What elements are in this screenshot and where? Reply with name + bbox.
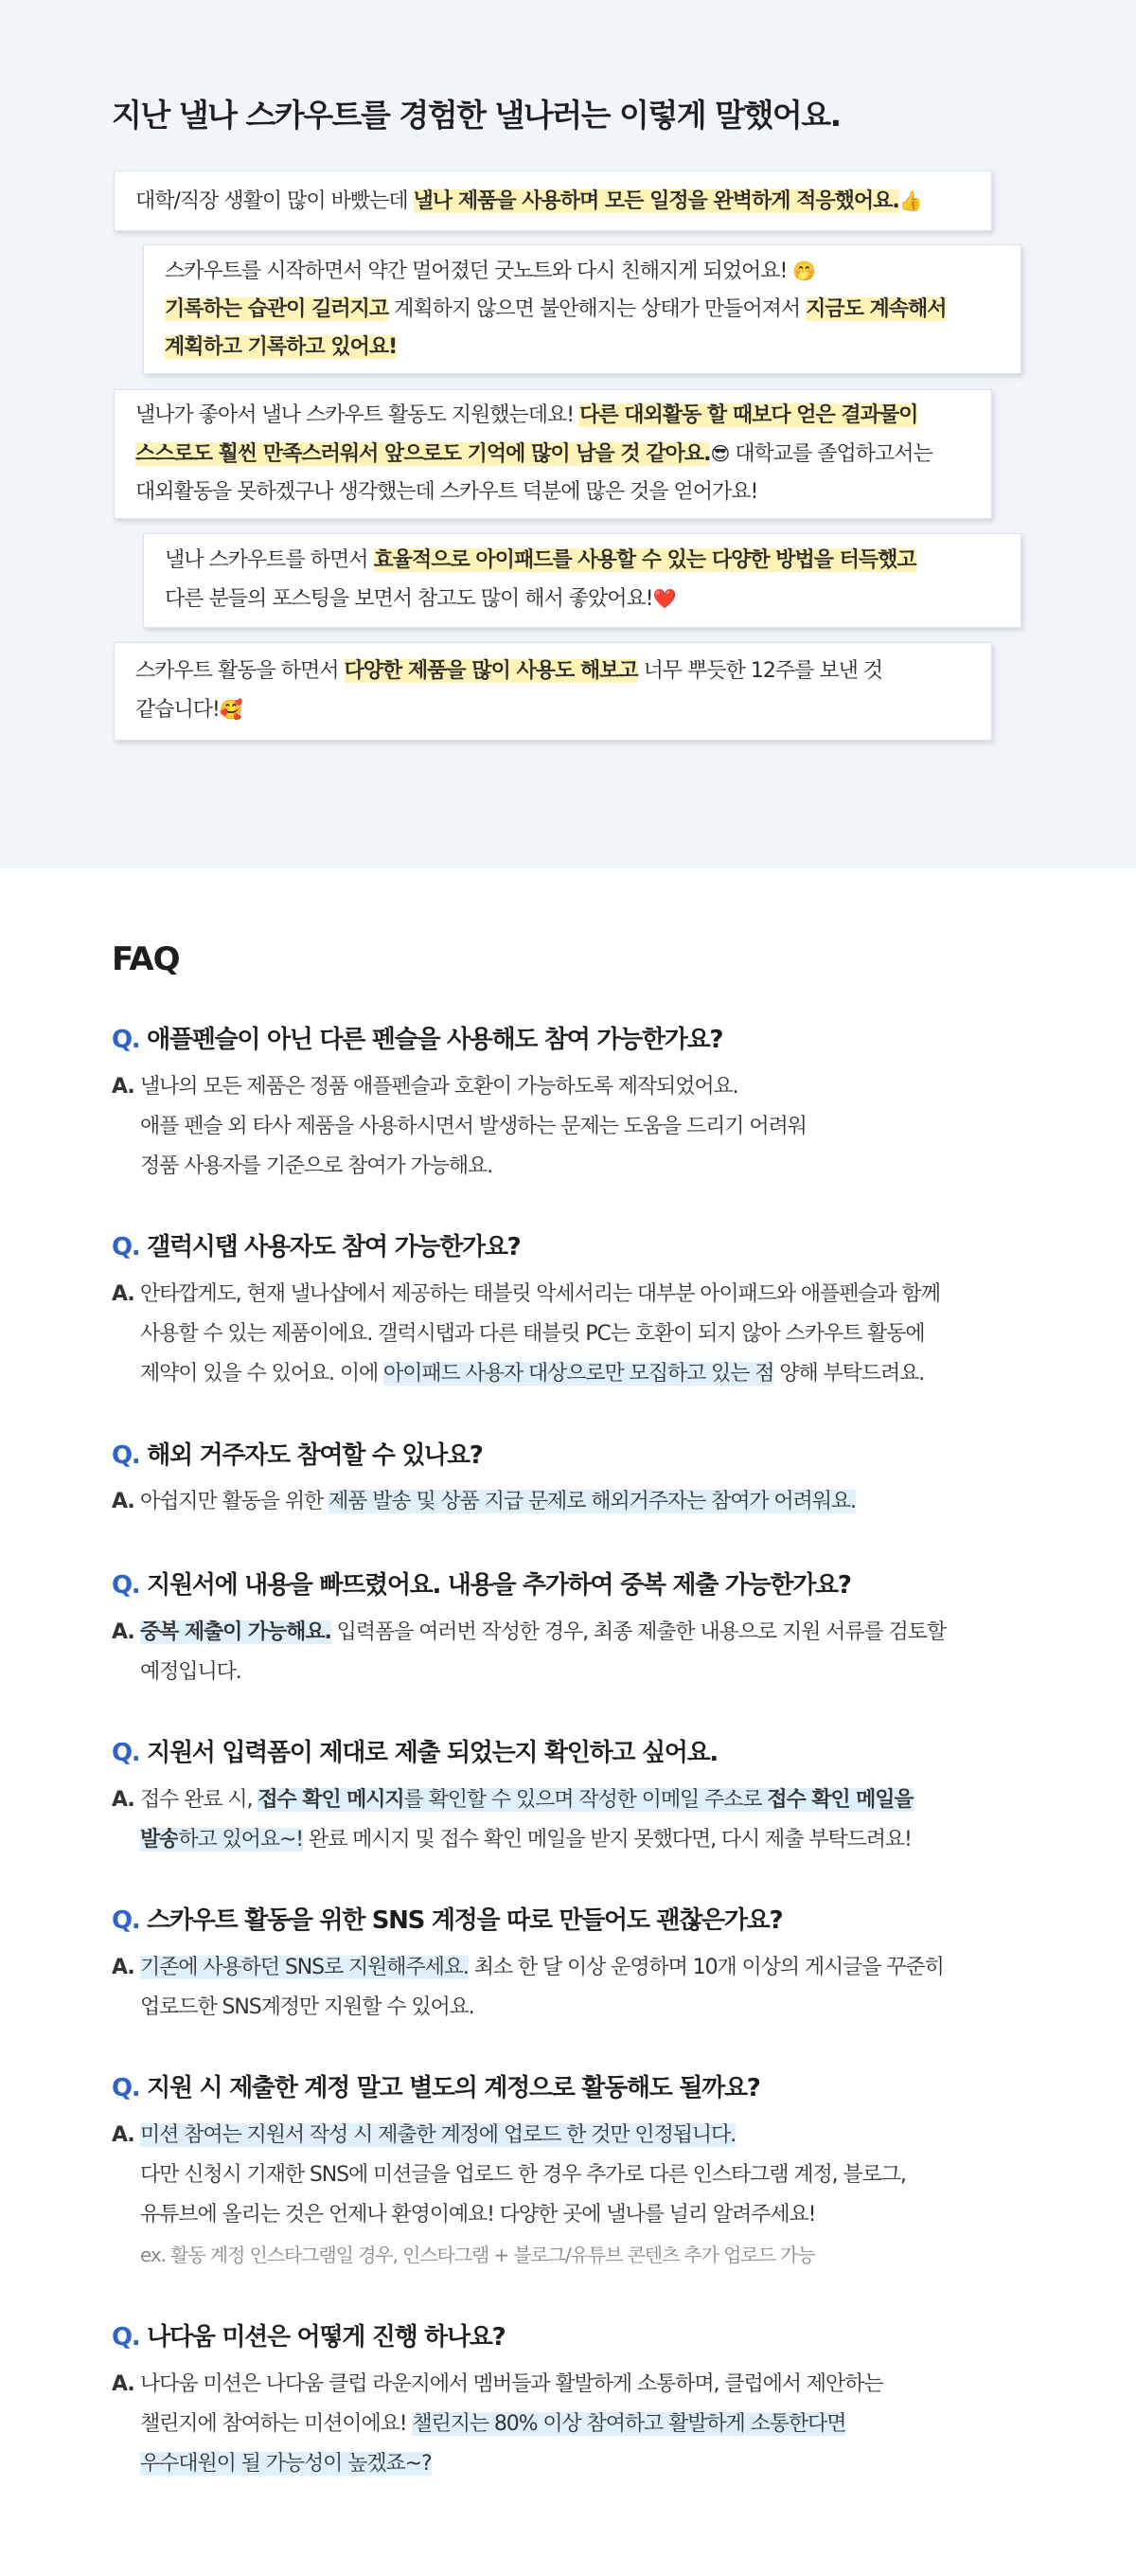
q-mark: Q.: [112, 1906, 140, 1935]
review-highlight: 다양한 제품을 많이 사용도 해보고: [344, 659, 638, 683]
reviews-section: [0, 0, 1136, 868]
review-highlight: 효율적으로 아이패드를 사용할 수 있는 다양한 방법을 터득했고: [373, 548, 916, 572]
review-highlight: 다른 대외활동 할 때보다 얻은 결과물이: [579, 403, 918, 427]
answer-highlight: 기존에 사용하던 SNS로 지원해주세요.: [140, 1956, 469, 1979]
answer-line: 애플 펜슬 외 타사 제품을 사용하시면서 발생하는 문제는 도움을 드리기 어려워: [140, 1115, 807, 1138]
answer-highlight: 아이패드 사용자 대상으로만 모집하고 있는 점: [383, 1362, 774, 1386]
review-text: 스카우트를 시작하면서 약간 멀어졌던 굿노트와 다시 친해지게 되었어요!: [165, 259, 788, 283]
review-card-1: [114, 170, 992, 231]
faq-question: Q. 갤럭시탭 사용자도 참여 가능한가요?: [112, 1233, 521, 1261]
heart-emoji: ❤️: [652, 587, 676, 610]
a-mark: A.: [112, 2123, 134, 2147]
review-text: 낼나가 좋아서 낼나 스카우트 활동도 지원했는데요!: [135, 403, 580, 427]
a-mark: A.: [112, 1620, 134, 1644]
answer-highlight: 접수 확인 메일을: [767, 1788, 914, 1812]
answer-line: [140, 2116, 906, 2156]
faq-answer: [112, 1275, 940, 1394]
answer-line: 챌린지에 참여하는 미션이에요! 챌린지는 80% 이상 참여하고 활발하게 소통한다면: [140, 2412, 846, 2436]
answer-line: 안타깝게도, 현재 낼나샵에서 제공하는 태블릿 악세서리는 대부분 아이패드와 애플펜슬과 함께: [140, 1282, 940, 1306]
review-card-4: [143, 533, 1021, 628]
review-text: 대학교를 졸업하고서는: [729, 442, 932, 466]
answer-line: 중복 제출이 가능해요. 입력폼을 여러번 작성한 경우, 최종 제출한 내용으로 지원 서류를 검토할: [140, 1620, 946, 1644]
sunglasses-emoji: 😎: [710, 442, 730, 465]
q-mark: Q.: [112, 2323, 140, 2352]
faq-question: Q. 해외 거주자도 참여할 수 있나요?: [112, 1441, 483, 1470]
answer-highlight: 우수대원이 될 가능성이 높겠죠~?: [140, 2452, 432, 2476]
faq-answer: [112, 2365, 882, 2484]
answer-line: 발송하고 있어요~! 완료 메시지 및 접수 확인 메일을 받지 못했다면, 다시 제출 부탁드려요!: [140, 1828, 912, 1852]
faq-question: Q. 스카우트 활동을 위한 SNS 계정을 따로 만들어도 괜찮은가요?: [112, 1906, 783, 1935]
answer-line: 유튜브에 올리는 것은 언제나 환영이예요! 다양한 곳에 낼나를 널리 알려주세요!: [140, 2203, 816, 2227]
answer-highlight: 발송: [140, 1828, 179, 1852]
answer-highlight: 를 확인할 수 있으며 작성한 이메일 주소로: [403, 1788, 768, 1812]
review-text: 같습니다!: [135, 698, 220, 722]
review-card-2: [143, 244, 1021, 374]
a-mark: A.: [112, 1788, 134, 1812]
a-mark: A.: [112, 1956, 134, 1979]
answer-highlight: 미션 참여는 지원서 작성 시 제출한 계정에 업로드 한 것만 인정됩니다.: [140, 2123, 737, 2147]
answer-line: 다만 신청시 기재한 SNS에 미션글을 업로드 한 경우 추가로 다른 인스타그램 계정, 블로그,: [140, 2163, 906, 2187]
answer-highlight: 중복 제출이 가능해요.: [140, 1620, 331, 1644]
faq-question: Q. 나다움 미션은 어떻게 진행 하나요?: [112, 2323, 506, 2352]
review-card-3: [114, 389, 992, 519]
answer-line: [140, 2444, 882, 2484]
q-mark: Q.: [112, 1571, 140, 1600]
a-mark: A.: [112, 2372, 134, 2396]
answer-highlight: 접수 확인 메시지: [257, 1788, 404, 1812]
faq-answer: [112, 1482, 856, 1522]
q-mark: Q.: [112, 1233, 140, 1261]
answer-highlight: 제품 발송 및 상품 지급 문제로 해외거주자는 참여가 어려워요.: [328, 1490, 856, 1513]
review-text: 대학/직장 생활이 많이 바빴는데: [135, 189, 414, 213]
review-text: 대외활동을 못하겠구나 생각했는데 스카우트 덕분에 많은 것을 얻어가요!: [135, 480, 758, 504]
answer-line: 기존에 사용하던 SNS로 지원해주세요. 최소 한 달 이상 운영하며 10개 이상의 게시글을 꾸준히: [140, 1956, 944, 1979]
a-mark: A.: [112, 1490, 134, 1513]
review-text: 계획하지 않으면 불안해지는 상태가 만들어져서: [388, 297, 807, 321]
answer-line: 아쉽지만 활동을 위한 제품 발송 및 상품 지급 문제로 해외거주자는 참여가 어려워요.: [140, 1490, 856, 1513]
q-mark: Q.: [112, 2074, 140, 2102]
reviews-title: 지난 낼나 스카우트를 경험한 낼나러는 이렇게 말했어요.: [112, 97, 841, 134]
review-text: 스카우트 활동을 하면서: [135, 659, 345, 683]
review-card-5: [114, 642, 992, 741]
q-mark: Q.: [112, 1739, 140, 1767]
answer-line: 나다움 미션은 나다움 클럽 라운지에서 멤버들과 활발하게 소통하며, 클럽에서 제안하는: [140, 2372, 883, 2396]
answer-line: 사용할 수 있는 제품이에요. 갤럭시탭과 다른 태블릿 PC는 호환이 되지 않아 스카우트 활동에: [140, 1322, 925, 1346]
smiling-hearts-emoji: 🥰: [219, 698, 242, 721]
answer-example: ex. 활동 계정 인스타그램일 경우, 인스타그램 + 블로그/유튜브 콘텐츠 추가 업로드 가능: [140, 2244, 815, 2266]
q-mark: Q.: [112, 1026, 140, 1054]
a-mark: A.: [112, 1075, 134, 1099]
answer-line: 정품 사용자를 기준으로 참여가 가능해요.: [140, 1154, 493, 1178]
answer-highlight: 하고 있어요~!: [178, 1828, 304, 1852]
answer-line: 낼나의 모든 제품은 정품 애플펜슬과 호환이 가능하도록 제작되었어요.: [140, 1075, 738, 1099]
answer-line: 업로드한 SNS계정만 지원할 수 있어요.: [140, 1995, 474, 2019]
a-mark: A.: [112, 1282, 134, 1306]
faq-question: Q. 지원서에 내용을 빠뜨렸어요. 내용을 추가하여 중복 제출 가능한가요?: [112, 1571, 851, 1600]
review-highlight: 낼나 제품을 사용하며 모든 일정을 완벽하게 적응했어요.: [413, 189, 899, 213]
thumbs-up-emoji: 👍: [898, 189, 922, 212]
review-text: 다른 분들의 포스팅을 보면서 참고도 많이 해서 좋았어요!: [165, 587, 653, 611]
answer-line: 접수 완료 시, 접수 확인 메시지를 확인할 수 있으며 작성한 이메일 주소로 접수 확인 메일을: [140, 1788, 914, 1812]
faq-answer: [112, 1948, 944, 2028]
faq-answer: [112, 2116, 906, 2275]
review-highlight: 계획하고 기록하고 있어요!: [165, 335, 398, 359]
faq-question: Q. 애플펜슬이 아닌 다른 펜슬을 사용해도 참여 가능한가요?: [112, 1026, 723, 1054]
q-mark: Q.: [112, 1441, 140, 1470]
review-highlight: 기록하는 습관이 길러지고: [165, 297, 389, 321]
faq-answer: [112, 1613, 946, 1692]
faq-question: Q. 지원서 입력폼이 제대로 제출 되었는지 확인하고 싶어요.: [112, 1739, 719, 1767]
shy-emoji: 🤭: [792, 259, 816, 282]
answer-line: 제약이 있을 수 있어요. 이에 아이패드 사용자 대상으로만 모집하고 있는 점 양해 부탁드려요.: [140, 1362, 925, 1386]
faq-question: Q. 지원 시 제출한 계정 말고 별도의 계정으로 활동해도 될까요?: [112, 2074, 760, 2102]
review-highlight: 스스로도 훨씬 만족스러워서 앞으로도 기억에 많이 남을 것 같아요.: [135, 442, 711, 466]
faq-answer: [112, 1067, 807, 1187]
faq-answer: [112, 1780, 914, 1860]
review-highlight: 지금도 계속해서: [806, 297, 947, 321]
answer-highlight: 챌린지는 80% 이상 참여하고 활발하게 소통한다면: [412, 2412, 846, 2436]
review-text: 너무 뿌듯한 12주를 보낸 것: [637, 659, 883, 683]
answer-line: 예정입니다.: [140, 1660, 241, 1684]
faq-section: [0, 868, 1136, 2576]
faq-title: FAQ: [112, 940, 180, 978]
review-text: 낼나 스카우트를 하면서: [165, 548, 374, 572]
